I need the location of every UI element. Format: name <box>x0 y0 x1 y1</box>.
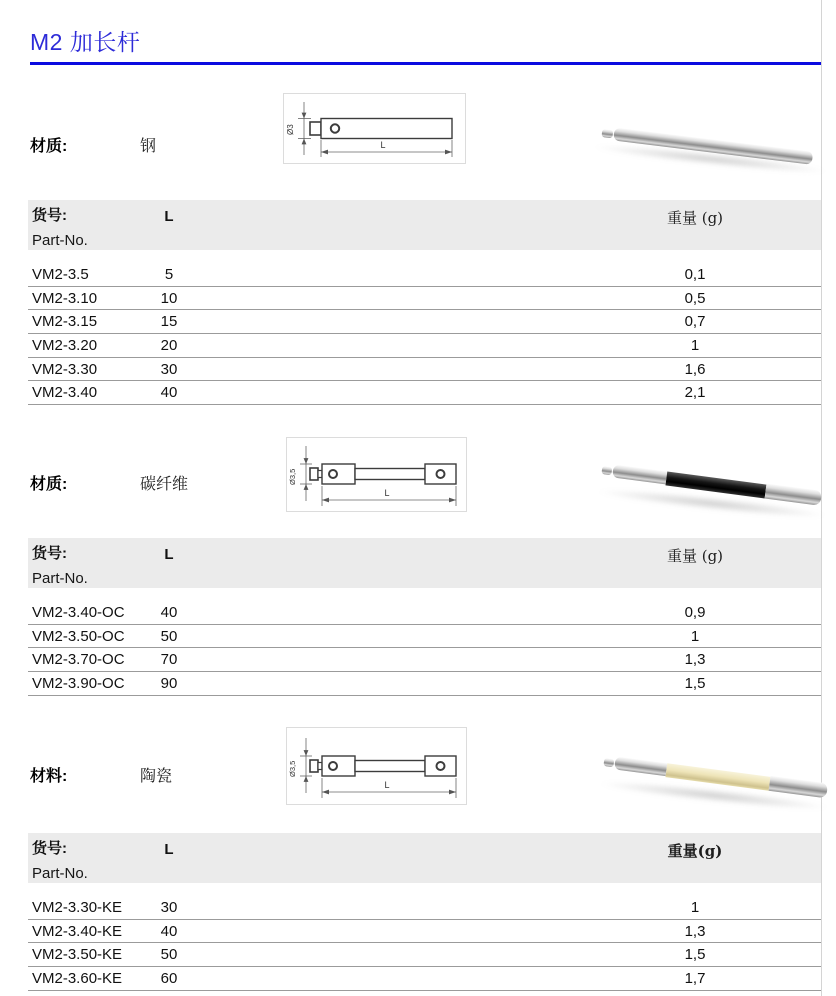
table-row <box>28 381 821 405</box>
part-no-header <box>32 204 133 250</box>
steel-rod-photo <box>585 98 825 178</box>
part-number-cell: VM2-3.10 <box>32 289 98 307</box>
length-dimension-label: L <box>384 780 390 790</box>
length-cell: 15 <box>160 313 178 331</box>
weight-cell: 1,3 <box>684 922 706 940</box>
length-cell: 40 <box>160 384 178 402</box>
length-cell: 5 <box>164 265 174 283</box>
table-row <box>28 263 821 287</box>
table-row <box>28 358 821 382</box>
table-body <box>28 896 821 991</box>
table-header <box>28 538 821 588</box>
weight-cell: 1 <box>690 898 700 916</box>
length-cell: 70 <box>160 651 178 669</box>
part-no-header-en: Part-No. <box>32 232 88 249</box>
table-header <box>28 833 821 883</box>
rod-tip <box>601 466 612 475</box>
part-number-cell: VM2-3.20 <box>32 336 98 354</box>
diameter-label: Ø3 <box>286 124 295 135</box>
material-value: 陶瓷 <box>140 766 173 785</box>
part-number-cell: VM2-3.50-KE <box>32 946 123 964</box>
part-number-cell: VM2-3.90-OC <box>32 674 125 692</box>
length-cell: 20 <box>160 336 178 354</box>
weight-header: 重量 (g) <box>666 547 724 565</box>
material-value: 碳纤维 <box>140 474 189 493</box>
length-header: L <box>164 208 174 225</box>
part-number-cell: VM2-3.5 <box>32 265 89 283</box>
part-number-cell: VM2-3.70-OC <box>32 651 125 669</box>
part-number-cell: VM2-3.40-KE <box>32 922 123 940</box>
part-number-cell: VM2-3.60-KE <box>32 969 123 987</box>
diameter-label: Ø3,5 <box>288 468 297 485</box>
steel-parts-table <box>28 200 821 405</box>
weight-cell: 1,6 <box>684 360 706 378</box>
table-row <box>28 967 821 991</box>
ceramic-parts-table <box>28 833 821 991</box>
page-title-block <box>30 24 821 65</box>
rod-metal-left <box>612 464 667 484</box>
length-header: L <box>164 546 174 563</box>
rod-metal-right <box>769 776 828 798</box>
table-row <box>28 601 821 625</box>
diameter-label: Ø3,5 <box>288 760 297 777</box>
carbon-rod-technical-drawing <box>286 437 467 512</box>
length-cell: 50 <box>160 627 178 645</box>
material-label: 材质: <box>30 138 68 155</box>
weight-header: 重量 (g) <box>666 209 724 227</box>
table-row <box>28 672 821 696</box>
table-header <box>28 200 821 250</box>
weight-cell: 0,7 <box>684 313 706 331</box>
ceramic-rod-photo <box>585 725 825 805</box>
weight-cell: 1,3 <box>684 651 706 669</box>
table-row <box>28 920 821 944</box>
material-row-ceramic <box>30 763 172 786</box>
length-cell: 40 <box>160 922 178 940</box>
weight-cell: 0,1 <box>684 265 706 283</box>
rod-tip <box>603 758 614 767</box>
part-number-cell: VM2-3.30-KE <box>32 898 123 916</box>
part-no-header-en: Part-No. <box>32 865 88 882</box>
length-cell: 40 <box>160 603 178 621</box>
part-no-header <box>32 837 133 883</box>
part-no-header-en: Part-No. <box>32 570 88 587</box>
part-no-header-cn: 货号: <box>32 840 67 857</box>
part-no-header-cn: 货号: <box>32 545 67 562</box>
table-body <box>28 601 821 696</box>
length-cell: 90 <box>160 674 178 692</box>
length-cell: 10 <box>160 289 178 307</box>
material-label: 材质: <box>30 476 68 493</box>
part-number-cell: VM2-3.40 <box>32 384 98 402</box>
length-header: L <box>164 841 174 858</box>
length-dimension-label: L <box>384 488 390 498</box>
length-cell: 60 <box>160 969 178 987</box>
table-row <box>28 943 821 967</box>
part-number-cell: VM2-3.15 <box>32 313 98 331</box>
table-row <box>28 287 821 311</box>
weight-cell: 1 <box>690 627 700 645</box>
weight-cell: 0,5 <box>684 289 706 307</box>
length-cell: 30 <box>160 360 178 378</box>
weight-cell: 1,5 <box>684 674 706 692</box>
ceramic-rod-technical-drawing <box>286 727 467 805</box>
steel-rod-technical-drawing <box>283 93 466 164</box>
table-row <box>28 310 821 334</box>
weight-header: 重量(g) <box>667 842 723 860</box>
part-no-header-cn: 货号: <box>32 207 67 224</box>
weight-cell: 1,5 <box>684 946 706 964</box>
weight-cell: 1,7 <box>684 969 706 987</box>
table-row <box>28 334 821 358</box>
table-row <box>28 625 821 649</box>
length-cell: 30 <box>160 898 178 916</box>
table-row <box>28 896 821 920</box>
length-dimension-label: L <box>380 140 386 150</box>
material-row-steel <box>30 133 156 156</box>
rod-metal-left <box>614 756 667 776</box>
page-title: M2 加长杆 <box>30 29 141 55</box>
weight-cell: 0,9 <box>684 603 706 621</box>
material-value: 钢 <box>140 136 157 155</box>
material-row-carbon <box>30 471 188 494</box>
material-label: 材料: <box>30 768 68 785</box>
carbon-parts-table <box>28 538 821 696</box>
table-body <box>28 263 821 405</box>
part-number-cell: VM2-3.30 <box>32 360 98 378</box>
part-number-cell: VM2-3.40-OC <box>32 603 125 621</box>
weight-cell: 1 <box>690 336 700 354</box>
length-cell: 50 <box>160 946 178 964</box>
part-number-cell: VM2-3.50-OC <box>32 627 125 645</box>
rod-metal-right <box>765 484 822 506</box>
table-row <box>28 648 821 672</box>
part-no-header <box>32 542 133 588</box>
rod-tip <box>602 129 614 138</box>
weight-cell: 2,1 <box>684 384 706 402</box>
carbon-fiber-rod-photo <box>585 435 825 515</box>
